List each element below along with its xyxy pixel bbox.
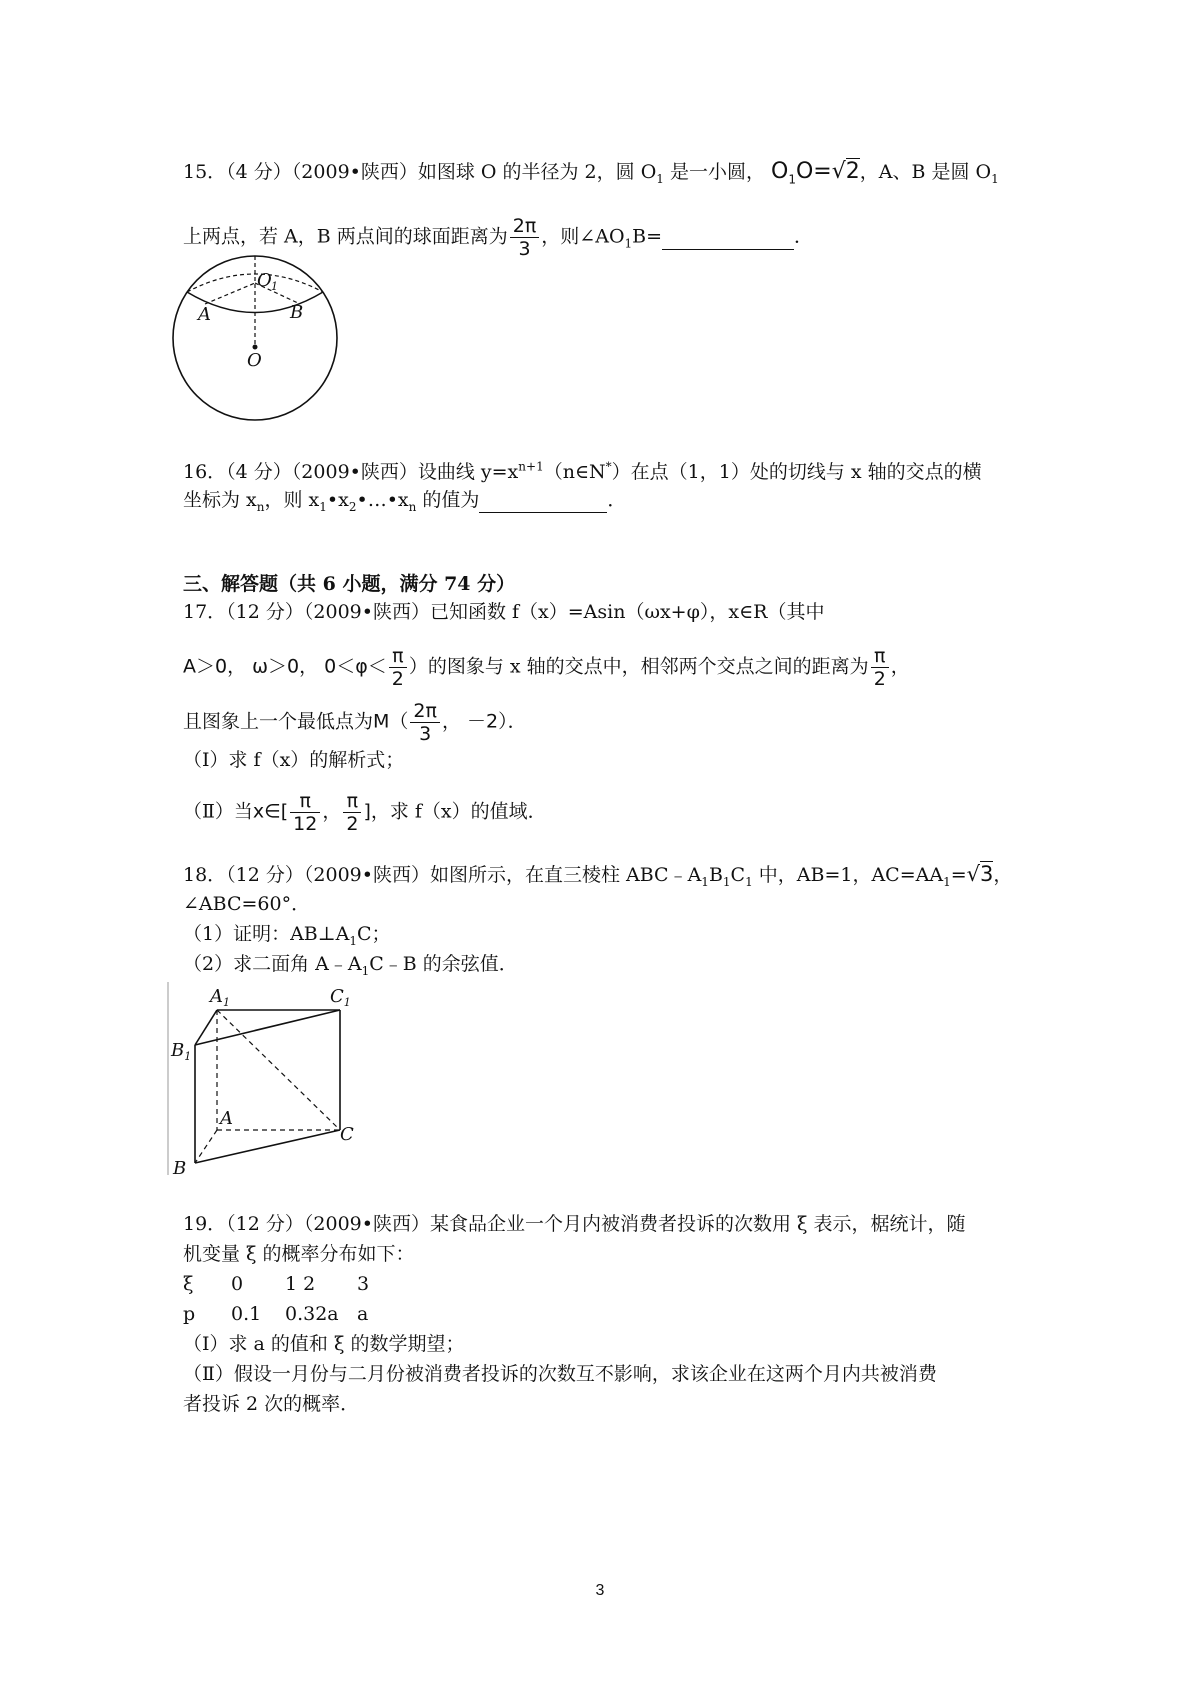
q16-line2: 坐标为 $x_n$，则 $x_1•x_2•\dots•x_n$ 的值为 ． xyxy=(183,489,627,514)
q18-part2: （2）求二面角 $A﹣A_1C﹣B$ 的余弦值． xyxy=(183,953,518,978)
q17-line3: 且图象上一个最低点为M（ $\frac{2\pi}{3}$ ， －2）． xyxy=(183,700,527,745)
label-o: O xyxy=(247,350,262,371)
sqrt-symbol: √ xyxy=(831,159,846,184)
q19-part2-line2: 者投诉 2 次的概率． xyxy=(183,1393,360,1415)
sphere-figure xyxy=(165,248,345,428)
q18-line1: 18．（12 分）（2009•陕西）如图所示，在直三棱柱 $ABC﹣A_1B_1C_1$ 中，AB=1，$AC=AA_1=√3$， xyxy=(183,862,1013,889)
label-c: C xyxy=(340,1124,354,1145)
q19-part1: （Ⅰ）求 a 的值和 ξ 的数学期望； xyxy=(183,1333,465,1355)
answer-blank xyxy=(479,488,607,513)
label-b: B xyxy=(173,1158,187,1179)
q17-line1: 17．（12 分）（2009•陕西）已知函数 f（x）=Asin（ωx+φ），x∈R（其中 xyxy=(183,601,825,623)
q18-line2: ∠ABC=60°． xyxy=(183,893,311,915)
label-b: B xyxy=(290,302,304,323)
label-a: A xyxy=(198,304,211,325)
q17-part2: （Ⅱ）当x∈[ $\frac{\pi}{12}$ ， $\frac{\pi}{2}$ ]，求 f（x）的值域． xyxy=(183,790,547,835)
label-o1: O xyxy=(257,270,272,291)
q17-part1: （Ⅰ）求 f（x）的解析式； xyxy=(183,749,405,771)
label-b1: $B_1$ xyxy=(171,1040,192,1063)
q19-line1: 19．（12 分）（2009•陕西）某食品企业一个月内被消费者投诉的次数用 ξ 表示，椐统计，随 xyxy=(183,1213,966,1235)
label-a1: $A_1$ xyxy=(210,986,230,1009)
q16-line1: 16．（4 分）（2009•陕西）设曲线 $y=x^{n+1}(n\in N^*)$在点（1，1）处的切线与 x 轴的交点的横 xyxy=(183,459,982,483)
page-number: 3 xyxy=(595,1582,605,1599)
q15-line2: 上两点，若 A，B 两点间的球面距离为 $\frac{2\pi}{3}$ ，则$\angle AO_1B=$ ． xyxy=(183,215,814,260)
prism-figure xyxy=(165,980,380,1180)
svg-text:1: 1 xyxy=(271,280,278,293)
q17-line2: A＞0， ω＞0， 0＜φ＜ $\frac{\pi}{2}$ ）的图象与 x 轴的交点中，相邻两个交点之间的距离为 $\frac{\pi}{2}$ ， xyxy=(183,645,910,690)
q18-part1: （1）证明：$AB\perp A_1C$； xyxy=(183,923,391,948)
distribution-row-p: p 0.1 0.32a a xyxy=(183,1303,369,1325)
section-heading: 三、解答题（共 6 小题，满分 74 分） xyxy=(183,573,516,595)
o1o-expression: $O_1O=√2$ xyxy=(771,159,860,187)
q19-part2-line1: （Ⅱ）假设一月份与二月份被消费者投诉的次数互不影响，求该企业在这两个月内共被消费 xyxy=(183,1363,937,1385)
label-c1: $C_1$ xyxy=(330,986,351,1009)
distribution-row-xi: ξ 0 1 2 3 xyxy=(183,1273,370,1295)
sqrt-symbol: √ xyxy=(966,862,981,886)
answer-blank xyxy=(662,225,794,250)
label-a: A xyxy=(220,1108,233,1129)
q15-line1: 15．（4 分）（2009•陕西）如图球 O 的半径为 2，圆 $O_1$ 是一小圆， $O_1O=√2$，A、B 是圆 $O_1$ xyxy=(183,159,999,187)
q19-line2: 机变量 ξ 的概率分布如下： xyxy=(183,1243,415,1265)
fraction-2pi-3: $\frac{2\pi}{3}$ xyxy=(510,215,540,260)
